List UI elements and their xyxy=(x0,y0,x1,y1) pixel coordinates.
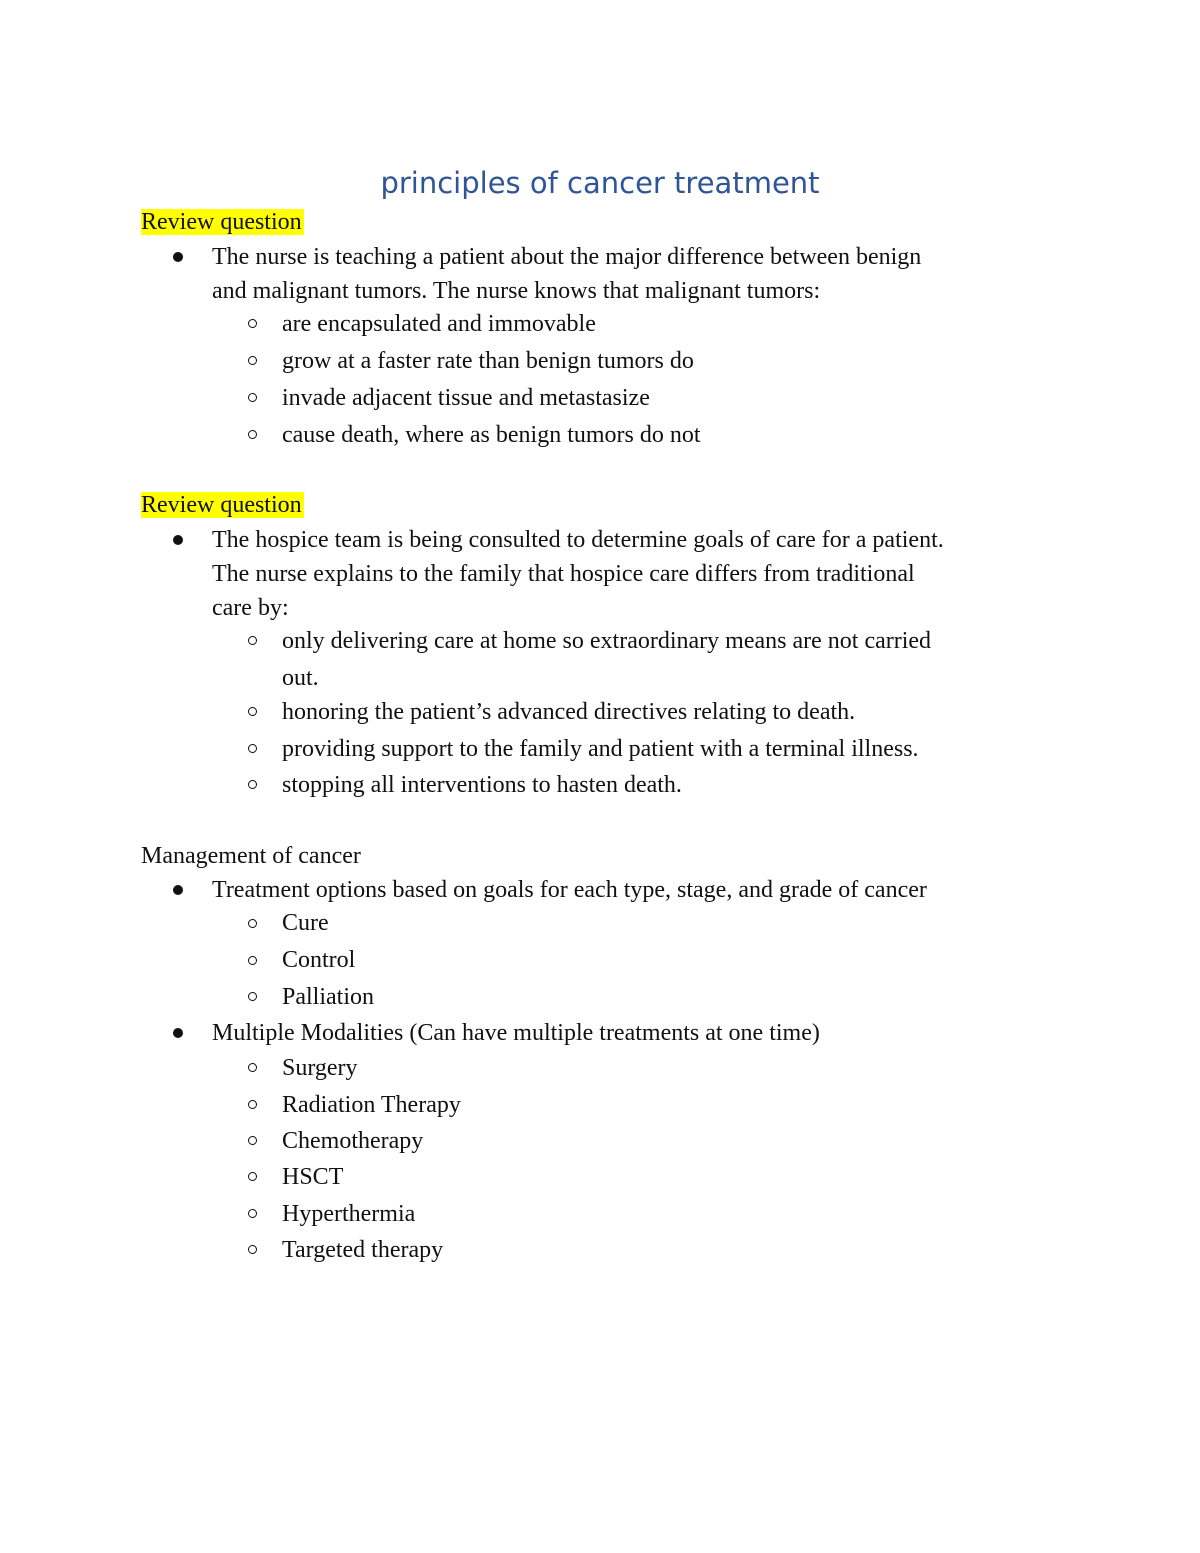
section-heading: Review question xyxy=(141,492,302,518)
list-item: Multiple Modalities (Can have multiple treatments at one time) xyxy=(212,1020,820,1046)
question-text-line: and malignant tumors. The nurse knows that malignant tumors: xyxy=(212,278,821,304)
bullet-icon xyxy=(173,885,183,895)
sub-list-item: Control xyxy=(282,947,356,973)
circle-bullet-icon xyxy=(248,319,257,328)
question-text-line: The nurse explains to the family that hospice care differs from traditional xyxy=(212,561,915,587)
sub-list-item: Targeted therapy xyxy=(282,1237,444,1263)
question-text-line: The hospice team is being consulted to determine goals of care for a patient. xyxy=(212,527,944,553)
circle-bullet-icon xyxy=(248,1100,257,1109)
circle-bullet-icon xyxy=(248,1209,257,1218)
sub-list-item: Cure xyxy=(282,910,329,936)
circle-bullet-icon xyxy=(248,956,257,965)
sub-list-item: Radiation Therapy xyxy=(282,1092,461,1118)
circle-bullet-icon xyxy=(248,430,257,439)
circle-bullet-icon xyxy=(248,1172,257,1181)
answer-option-continuation: out. xyxy=(282,665,319,691)
answer-option: grow at a faster rate than benign tumors do xyxy=(282,348,694,374)
bullet-icon xyxy=(173,252,183,262)
question-text-line: The nurse is teaching a patient about the major difference between benign xyxy=(212,244,922,270)
circle-bullet-icon xyxy=(248,1136,257,1145)
sub-list-item: Chemotherapy xyxy=(282,1128,424,1154)
circle-bullet-icon xyxy=(248,1063,257,1072)
circle-bullet-icon xyxy=(248,780,257,789)
page-title: principles of cancer treatment xyxy=(380,166,820,200)
sub-list-item: Palliation xyxy=(282,984,374,1010)
answer-option: cause death, where as benign tumors do not xyxy=(282,422,701,448)
sub-list-item: HSCT xyxy=(282,1164,344,1190)
circle-bullet-icon xyxy=(248,636,257,645)
answer-option: honoring the patient’s advanced directives relating to death. xyxy=(282,699,856,725)
answer-option: are encapsulated and immovable xyxy=(282,311,596,337)
question-text-line: care by: xyxy=(212,595,289,621)
circle-bullet-icon xyxy=(248,744,257,753)
sub-list-item: Hyperthermia xyxy=(282,1201,416,1227)
section-heading: Review question xyxy=(141,209,302,235)
section-heading: Management of cancer xyxy=(141,843,361,869)
circle-bullet-icon xyxy=(248,393,257,402)
list-item: Treatment options based on goals for each type, stage, and grade of cancer xyxy=(212,877,927,903)
answer-option: invade adjacent tissue and metastasize xyxy=(282,385,650,411)
answer-option: only delivering care at home so extraordinary means are not carried xyxy=(282,628,932,654)
circle-bullet-icon xyxy=(248,1245,257,1254)
circle-bullet-icon xyxy=(248,919,257,928)
bullet-icon xyxy=(173,1028,183,1038)
circle-bullet-icon xyxy=(248,992,257,1001)
answer-option: providing support to the family and patient with a terminal illness. xyxy=(282,736,919,762)
answer-option: stopping all interventions to hasten death. xyxy=(282,772,682,798)
bullet-icon xyxy=(173,535,183,545)
circle-bullet-icon xyxy=(248,707,257,716)
circle-bullet-icon xyxy=(248,356,257,365)
sub-list-item: Surgery xyxy=(282,1055,358,1081)
